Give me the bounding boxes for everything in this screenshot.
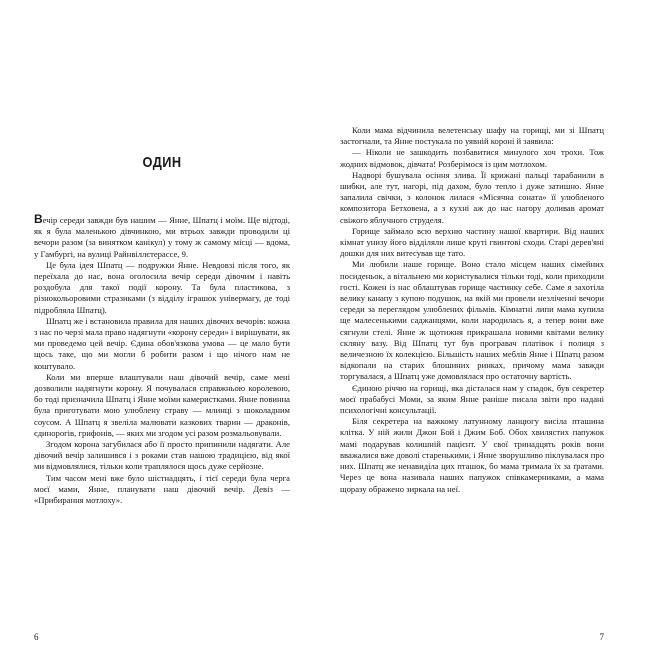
paragraph: Коли мама відчинила велетенську шафу на горищі, ми зі Шпатц застогнали, та Янне постукала по уявній короні й заявила: xyxy=(340,125,604,147)
paragraph: Шпатц же і встановила правила для наших дівочих вечорів: кожна з нас по черзі мала право надягнути «корону середи» і вирішувати, як ми проведемо цей вечір. Єдина обов'язкова умова — це мало бути щось таке, що ми могли б робити разом і що нічого нам не коштувало. xyxy=(34,315,290,371)
right-page-text xyxy=(340,125,604,495)
paragraph xyxy=(34,214,290,260)
paragraph: Ми любили наше горище. Воно стало місцем наших сімейних посиденьок, а вітальнею ми користувалися тільки тоді, коли приходили гості. Кожен із нас облаштував горище частинку себе. Саме я захотіла велику канапу з купою подушок, на якій ми провели незліченні вечори середи за переглядом улюблених фільмів. Кімнатні липи мама купила ще малесенькими саджанцями, коли народилась я, а тепер вони вже сягнули стелі. Янне ж щотижня прикрашала новими квітами велику скляну вазу. Від Шпатц тут був програвач платівок і полиця з величезною їх колекцією. Більшість наших меблів Янне і Шпатц разом відкопали на старих блошиних ринках, причому мама завжди торгувалася, а Шпатц уже домовлялася про остаточну вартість. xyxy=(340,259,604,382)
page-number: 7 xyxy=(599,632,604,642)
right-page xyxy=(340,0,604,650)
left-page-text xyxy=(34,214,290,506)
paragraph: — Ніколи не зашкодить позбавитися минулого хоч трохи. Тож жодних відмовок, дівчата! Розберімося із цим мотлохом. xyxy=(340,147,604,169)
first-paragraph-text: ечір середи завжди був нашим — Янне, Шпатц і моїм. Ще відтоді, як я була маленькою дівчинкою, ми втрьох завжди проводили ці вечори разом (за винятком канікул) у тому ж самому місці — вдома, у Гамбургі, на вулиці Райнвіллєтерассе, 9. xyxy=(34,215,290,259)
paragraph: Надворі бушувала осіння злива. Її крижані пальці тарабанили в шибки, але тут, нагорі, під дахом, було тепло і дуже затишно. Янне запалила свічки, з колонок лилася «Місячна соната» її улюбленого композитора Бетховена, а з кухні аж до нас нагору доливав аромат свіжого яблучного струделя. xyxy=(340,169,604,225)
paragraph: Тим часом мені вже було шістнадцять, і тієї середи була черга моєї мами, Янне, планувати наш дівочий вечір. Девіз — «Прибирання мотлоху». xyxy=(34,472,290,506)
paragraph: Згодом корона загубилася або її просто припинили надягати. Але дівочий вечір залишився і з роками став нашою традицією, від якої ми відмовлялися, тільки коли траплялося щось дуже серйозне. xyxy=(34,439,290,472)
paragraph: Біля секретера на важкому латунному ланцюгу висіла пташина клітка. У ній жили Джон Бой і Джим Боб. Обох хвилястих папужок мамі подарував колишній пацієнт. У свої тринадцять років вони вважалися вже доволі старенькими, і Янне зворушливо піклувалася про них. Шпатц же ненавиділа цих пташок, бо мама тримала їх за ґратами. Через це вона називала наших папужок співкамерниками, а мама щоразу ображено зиркала на неї. xyxy=(340,416,604,494)
paragraph: Коли ми вперше влаштували наш дівочий вечір, саме мені дозволили надягнути корону. Я почувалася справжньою королевою, бо тоді призначила Шпатц і Янне моїми камеристками. Янне повинна була приготувати мою улюблену страву — млинці з шоколадним соусом. А Шпатц я звеліла малювати казкових тварин — драконів, єдинорогів, грифонів, — яких ми згодом усі разом розмальовували. xyxy=(34,371,290,438)
chapter-title: ОДИН xyxy=(142,154,182,171)
page-number: 6 xyxy=(34,632,39,642)
paragraph: Горище займало всю верхню частину нашої квартири. Від наших кімнат унизу його відділяли лише круті гвинтові сходи. Старі дерев'яні дошки для них витесував ще тато. xyxy=(340,225,604,259)
paragraph: Це була ідея Шпатц — подружки Янне. Невдовзі після того, як переїхала до нас, вона оголосила вечір середи дівочим і навіть роздобула для такої події корону. Та була пластикова, з різнокольоровими стразиками (з відділу іграшок універмагу, де тоді підробляла Шпатц). xyxy=(34,259,290,315)
dropcap: В xyxy=(34,212,43,226)
paragraph: Єдиною річчю на горищі, яка дісталася нам у спадок, був секретер моєї прабабусі Моми, за яким Янне раніше писала звіти про надані психологічні консультації. xyxy=(340,382,604,416)
left-page xyxy=(34,0,290,650)
